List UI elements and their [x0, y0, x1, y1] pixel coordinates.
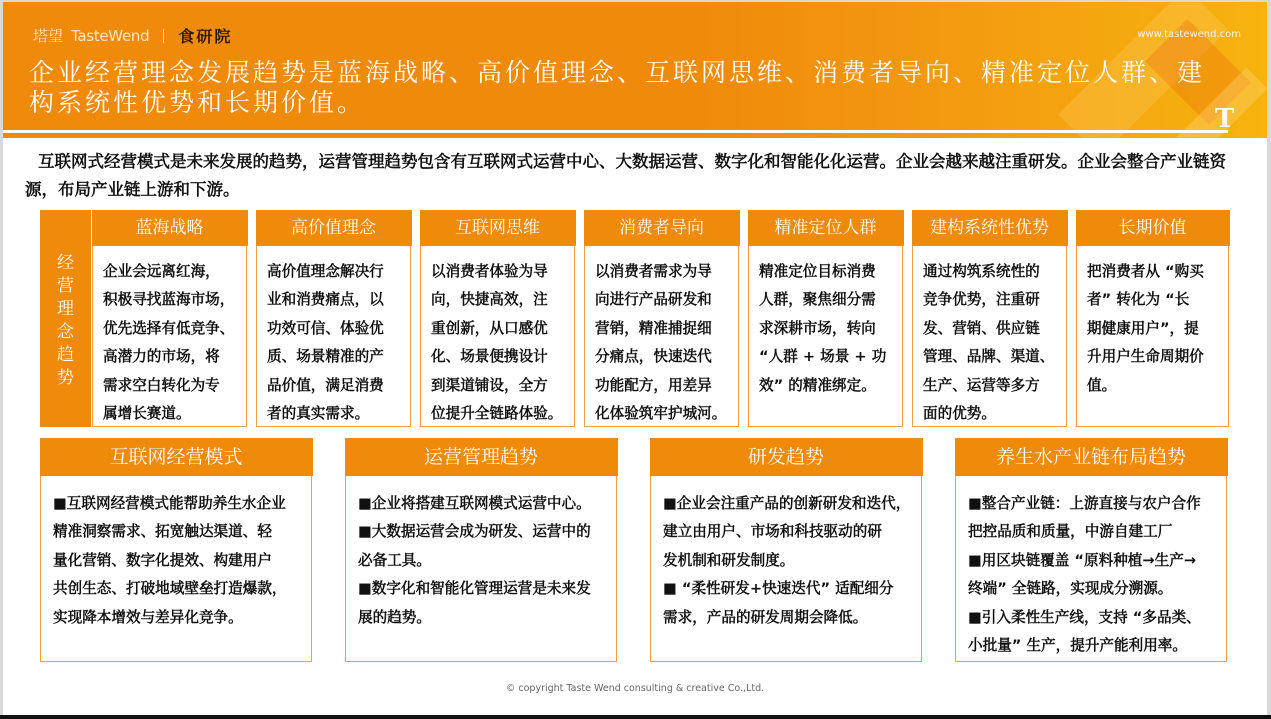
card-line: 以消费者体验为导	[431, 262, 548, 280]
trend-card-industry-chain	[955, 438, 1227, 662]
section-label-business-concept-trend	[40, 210, 91, 427]
card-line: ■ “柔性研发+快速迭代” 适配细分	[663, 580, 894, 597]
card-line: 向进行产品研发和	[595, 291, 712, 308]
copyright-footer: © copyright Taste Wend consulting & creative Co.,Ltd.	[505, 683, 765, 694]
card-body	[913, 246, 1066, 429]
card-line: 把消费者从 “购买	[1087, 262, 1204, 280]
logo-institute: 食研院	[178, 27, 233, 46]
card-line: 需求，产品的研发周期会降低。	[663, 608, 868, 626]
card-body	[421, 246, 574, 429]
card-line: 位提升全链路体验。	[431, 405, 563, 422]
card-line: 企业会远离红海，	[103, 262, 220, 280]
header-divider	[3, 130, 1228, 133]
card-line: 积极寻找蓝海市场，	[103, 291, 235, 308]
card-line: ■企业将搭建互联网模式运营中心。	[358, 494, 591, 512]
trend-card-rnd	[650, 438, 922, 662]
card-line: 化体验筑牢护城河。	[595, 405, 727, 422]
card-line: ■企业会注重产品的创新研发和迭代，	[663, 494, 911, 512]
card-body	[41, 476, 311, 633]
side-label-char: 趋	[57, 345, 74, 365]
card-title: 蓝海战略	[92, 210, 248, 246]
logo	[33, 24, 232, 47]
card-title: 精准定位人群	[748, 210, 904, 246]
intro-paragraph: 互联网式经营模式是未来发展的趋势，运营管理趋势包含有互联网式运营中心、大数据运营、数字化和智能化化运营。企业会越来越注重研发。企业会整合产业链资源，布局产业链上游和下游。	[25, 152, 1226, 199]
card-line: 展的趋势。	[358, 608, 431, 626]
header-banner	[3, 2, 1267, 138]
card-body	[93, 246, 246, 429]
card-body	[651, 476, 921, 633]
bottom-edge	[0, 715, 1271, 719]
card-line: 属增长赛道。	[103, 405, 191, 422]
card-title: 建构系统性优势	[912, 210, 1068, 246]
card-line: 功效可信、体验优	[267, 319, 384, 337]
slide	[3, 2, 1267, 715]
site-url: www.tastewend.com	[1137, 29, 1241, 40]
card-line: 终端” 全链路，实现成分溯源。	[968, 580, 1173, 597]
card-title: 运营管理趋势	[345, 438, 618, 476]
card-line: 共创生态、打破地域壁垒打造爆款，	[53, 580, 287, 597]
card-line: 分痛点，快速迭代	[595, 348, 712, 365]
trend-card-operations-management	[345, 438, 617, 662]
concept-card-high-value	[256, 210, 411, 427]
card-line: “人群 + 场景 + 功	[759, 348, 887, 365]
card-line: 业和消费痛点，以	[267, 291, 384, 308]
card-line: ■引入柔性生产线，支持 “多品类、	[968, 608, 1201, 626]
logo-divider	[163, 29, 164, 43]
card-line: 发、营销、供应链	[923, 319, 1040, 337]
card-line: 优先选择有低竞争、	[103, 319, 235, 337]
card-line: 质、场景精准的产	[267, 348, 384, 365]
card-line: 化、场景便携设计	[431, 348, 548, 365]
card-line: 实现降本增效与差异化竞争。	[53, 608, 243, 626]
card-line: 以消费者需求为导	[595, 262, 712, 280]
card-line: 期健康用户”，提	[1087, 319, 1199, 337]
card-line: 必备工具。	[358, 551, 431, 569]
logo-brand-en: TasteWend	[71, 26, 150, 45]
card-body	[585, 246, 738, 429]
card-body	[956, 476, 1226, 661]
t-logo-icon: T	[1215, 104, 1235, 134]
card-body	[749, 246, 902, 401]
concept-card-blue-ocean	[92, 210, 247, 427]
card-title: 高价值理念	[256, 210, 412, 246]
card-title: 消费者导向	[584, 210, 740, 246]
card-title: 长期价值	[1076, 210, 1230, 246]
card-line: 竞争优势，注重研	[923, 291, 1040, 308]
card-title: 互联网经营模式	[40, 438, 313, 476]
card-line: 发机制和研发制度。	[663, 551, 795, 569]
card-line: 需求空白转化为专	[103, 376, 220, 394]
card-line: 小批量” 生产，提升产能利用率。	[968, 637, 1187, 654]
side-label-char: 营	[57, 276, 74, 296]
card-line: ■互联网经营模式能帮助养生水企业	[53, 494, 286, 512]
card-line: ■数字化和智能化管理运营是未来发	[358, 580, 591, 597]
card-title: 互联网思维	[420, 210, 576, 246]
concept-card-consumer-oriented	[584, 210, 739, 427]
card-line: 重创新，从口感优	[431, 319, 548, 337]
card-line: 量化营销、数字化提效、构建用户	[53, 551, 272, 569]
card-line: 建立由用户、市场和科技驱动的研	[663, 523, 882, 540]
card-line: 者的真实需求。	[267, 405, 370, 422]
card-line: 精准定位目标消费	[759, 262, 876, 280]
card-line: 向，快捷高效，注	[431, 291, 548, 308]
card-body	[1077, 246, 1228, 401]
side-label-char: 经	[57, 253, 74, 273]
card-line: ■用区块链覆盖 “原料种植→生产→	[968, 551, 1197, 569]
card-line: ■整合产业链：上游直接与农户合作	[968, 494, 1201, 512]
card-body	[257, 246, 410, 429]
card-line: 高价值理念解决行	[267, 262, 384, 280]
concept-card-internet-thinking	[420, 210, 575, 427]
page-title: 企业经营理念发展趋势是蓝海战略、高价值理念、互联网思维、消费者导向、精准定位人群、建构系统性优势和长期价值。	[29, 58, 1206, 117]
side-label-char: 势	[57, 368, 74, 388]
card-line: 生产、运营等多方	[923, 376, 1040, 394]
card-line: 效” 的精准绑定。	[759, 376, 876, 394]
card-line: 通过构筑系统性的	[923, 262, 1040, 280]
side-label-char: 念	[57, 322, 74, 342]
side-label-char: 理	[57, 299, 74, 319]
card-title: 研发趋势	[650, 438, 923, 476]
logo-brand-cn: 塔望	[33, 27, 64, 45]
card-line: 精准洞察需求、拓宽触达渠道、轻	[53, 523, 272, 540]
concept-card-long-term-value	[1076, 210, 1229, 427]
card-line: 值。	[1087, 376, 1117, 394]
card-line: ■大数据运营会成为研发、运营中的	[358, 523, 591, 540]
card-line: 升用户生命周期价	[1087, 348, 1204, 365]
concept-card-precise-targeting	[748, 210, 903, 427]
card-line: 面的优势。	[923, 405, 996, 422]
concept-card-systemic-advantage	[912, 210, 1067, 427]
card-line: 管理、品牌、渠道、	[923, 348, 1055, 365]
card-line: 求深耕市场，转向	[759, 319, 876, 337]
card-line: 者” 转化为 “长	[1087, 291, 1190, 308]
card-line: 人群，聚焦细分需	[759, 291, 876, 308]
card-line: 到渠道铺设，全方	[431, 376, 548, 394]
card-body	[346, 476, 616, 633]
card-line: 营销，精准捕捉细	[595, 319, 712, 337]
card-line: 功能配方，用差异	[595, 376, 712, 394]
card-line: 把控品质和质量，中游自建工厂	[968, 523, 1173, 540]
card-line: 高潜力的市场，将	[103, 348, 220, 365]
card-line: 品价值，满足消费	[267, 376, 384, 394]
trend-card-internet-business-model	[40, 438, 312, 662]
card-title: 养生水产业链布局趋势	[955, 438, 1228, 476]
